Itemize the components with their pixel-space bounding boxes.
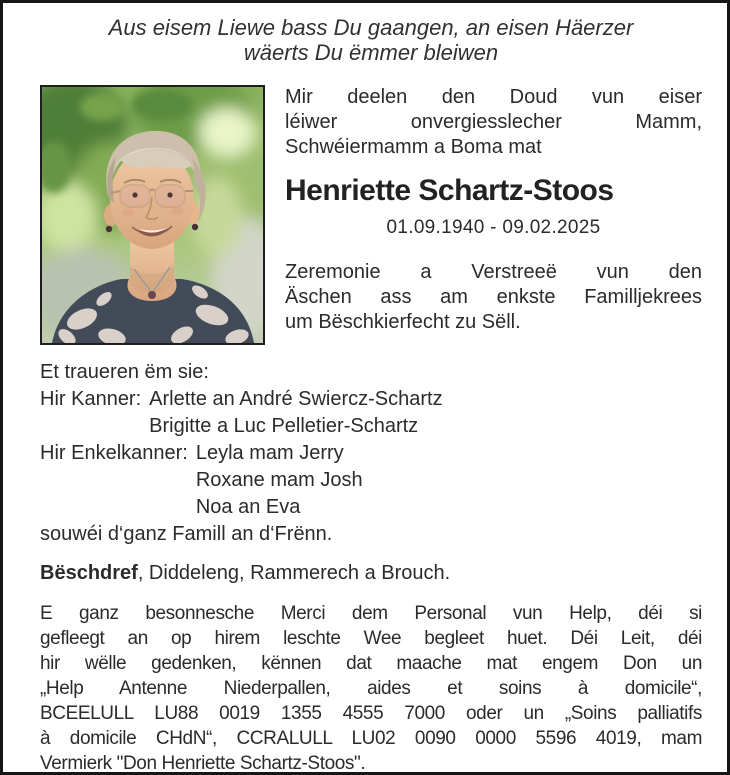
burial-place: Bëschdref (40, 562, 138, 584)
portrait-photo-illustration (42, 87, 263, 343)
mourners-section (40, 359, 702, 548)
intro-line: Mir deelen den Doud vun eiser (285, 86, 702, 108)
child-entry: Brigitte a Luc Pelletier-Schartz (149, 415, 419, 437)
intro-line: Schwéiermamm a Boma mat (285, 136, 542, 158)
thanks-line: Vermierk "Don Henriette Schartz-Stoos". (40, 753, 366, 774)
memorial-quote-line: wäerts Du ëmmer bleiwen (243, 40, 499, 65)
intro-text (285, 85, 702, 160)
thanks-line: E ganz besonnesche Merci dem Personal vun Help, déi si (40, 603, 702, 624)
memorial-quote (40, 15, 702, 65)
ceremony-text (285, 260, 702, 335)
places-rest: , Diddeleng, Rammerech a Brouch. (137, 562, 451, 584)
mourners-heading: Et traueren ëm sie: (40, 361, 209, 383)
mourners-closing: souwéi d‘ganz Famill an d‘Frënn. (40, 523, 333, 545)
ceremony-line: Äschen ass am enkste Familljekrees (285, 286, 702, 308)
photo-and-intro-row (40, 85, 702, 345)
children-list (149, 386, 442, 440)
child-entry: Arlette an André Swiercz-Schartz (149, 388, 443, 410)
grandchild-entry: Noa an Eva (195, 496, 301, 518)
places-line (40, 560, 702, 587)
grandchildren-label: Hir Enkelkanner: (40, 442, 188, 464)
memorial-quote-line: Aus eisem Liewe bass Du gaangen, an eisen Häerzer (108, 15, 634, 40)
intro-column (285, 85, 702, 345)
children-row (40, 386, 702, 440)
ceremony-line: Zeremonie a Verstreeë vun den (285, 261, 702, 283)
thanks-line: BCEELULL LU88 0019 1355 4555 7000 oder un „Soins palliatifs (40, 703, 702, 724)
thanks-line: hir wëlle gedenken, kënnen dat maache mat engem Don un (40, 653, 702, 674)
thanks-text (40, 601, 702, 775)
ceremony-line: um Bëschkierfecht zu Sëll. (285, 311, 521, 333)
children-label: Hir Kanner: (40, 388, 142, 410)
portrait-photo (40, 85, 265, 345)
intro-line: léiwer onvergiesslecher Mamm, (285, 111, 702, 133)
thanks-line: à domicile CHdN“, CCRALULL LU02 0090 0000 5596 4019, mam (40, 728, 702, 749)
grandchild-entry: Leyla mam Jerry (195, 442, 344, 464)
deceased-name: Henriette Schartz-Stoos (285, 174, 614, 207)
grandchildren-row (40, 440, 702, 521)
grandchildren-list (196, 440, 363, 521)
thanks-line: gefleegt an op hirem leschte Wee begleet huet. Déi Leit, déi (40, 628, 702, 649)
thanks-line: „Help Antenne Niederpallen, aides et soins à domicile“, (40, 678, 702, 699)
grandchild-entry: Roxane mam Josh (195, 469, 363, 491)
life-dates: 01.09.1940 - 09.02.2025 (386, 217, 601, 238)
